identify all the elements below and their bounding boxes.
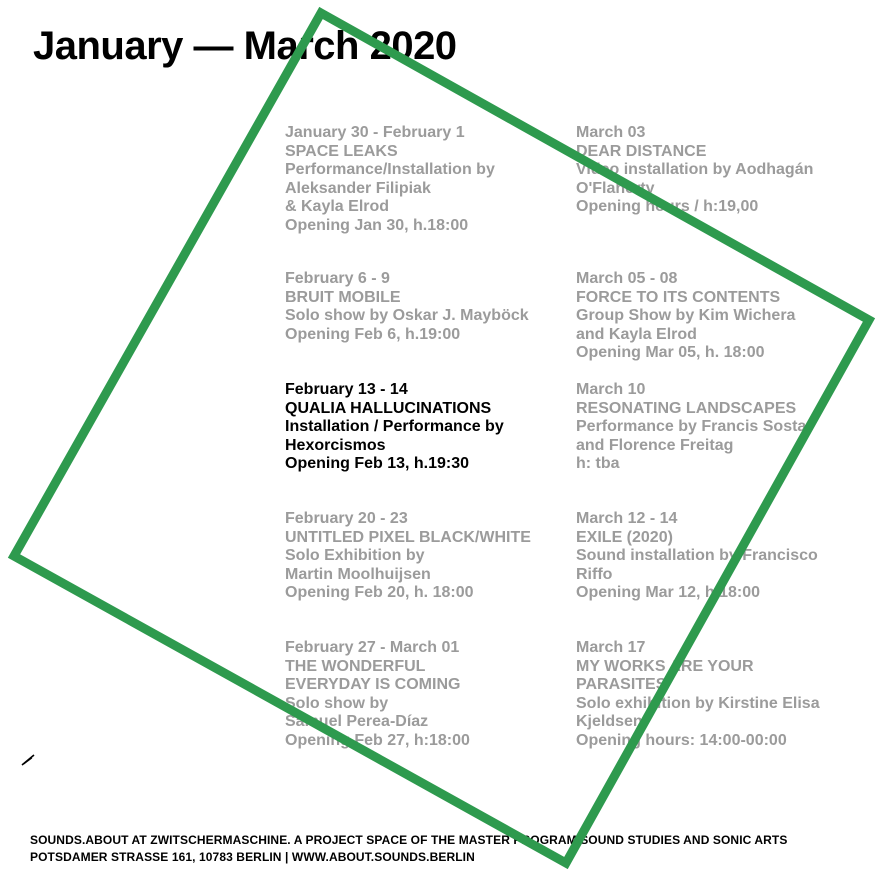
event-title: QUALIA HALLUCINATIONS bbox=[285, 399, 492, 417]
event-title: DEAR DISTANCE bbox=[576, 142, 707, 160]
event-date: March 03 bbox=[576, 124, 646, 141]
event-detail: Group Show by Kim Wichera bbox=[576, 307, 796, 325]
event-detail: & Kayla Elrod bbox=[285, 198, 390, 216]
event-detail: Opening Mar 05, h. 18:00 bbox=[576, 344, 765, 362]
event-detail: EVERYDAY IS COMING bbox=[285, 676, 461, 694]
event-date: March 12 - 14 bbox=[576, 510, 678, 527]
event-my-works-are-your bbox=[576, 639, 866, 751]
event-detail: Performance/Installation by bbox=[285, 161, 495, 179]
event-detail: Aleksander Filipiak bbox=[285, 179, 431, 197]
event-detail: Opening Feb 13, h.19:30 bbox=[285, 455, 470, 473]
page-title: January — March 2020 bbox=[33, 24, 457, 68]
event-force-to-its-contents bbox=[576, 270, 866, 363]
event-detail: Installation / Performance by bbox=[285, 418, 504, 436]
event-detail: Riffo bbox=[576, 565, 613, 583]
event-date: February 20 - 23 bbox=[285, 510, 408, 527]
event-detail: Solo show by bbox=[285, 694, 389, 712]
event-detail: Samuel Perea-Díaz bbox=[285, 713, 429, 731]
event-dear-distance bbox=[576, 124, 866, 217]
event-title: EXILE (2020) bbox=[576, 528, 673, 546]
event-title: MY WORKS ARE YOUR bbox=[576, 657, 754, 675]
event-title: RESONATING LANDSCAPES bbox=[576, 399, 797, 417]
event-detail: Opening Feb 27, h:18:00 bbox=[285, 731, 470, 749]
footer-address-line: POTSDAMER STRASSE 161, 10783 BERLIN | WWW.ABOUT.SOUNDS.BERLIN bbox=[30, 849, 475, 864]
event-detail: Video installation by Aodhagán bbox=[576, 161, 814, 179]
event-date: March 10 bbox=[576, 381, 646, 398]
event-date: March 17 bbox=[576, 639, 646, 656]
event-detail: and Kayla Elrod bbox=[576, 325, 697, 343]
event-qualia-hallucinations bbox=[285, 381, 575, 474]
event-title: UNTITLED PIXEL BLACK/WHITE bbox=[285, 528, 531, 546]
event-detail: Opening hours: 14:00-00:00 bbox=[576, 731, 787, 749]
event-resonating-landscapes bbox=[576, 381, 866, 474]
pen-stroke-icon bbox=[20, 752, 40, 768]
event-title: SPACE LEAKS bbox=[285, 142, 398, 160]
footer bbox=[30, 832, 787, 865]
event-detail: Kjeldsen bbox=[576, 713, 643, 731]
event-detail: Performance by Francis Sosta bbox=[576, 418, 807, 436]
event-bruit-mobile bbox=[285, 270, 575, 344]
event-date: January 30 - February 1 bbox=[285, 124, 465, 141]
event-title: THE WONDERFUL bbox=[285, 657, 426, 675]
event-exile-2020 bbox=[576, 510, 866, 603]
event-detail: Opening Mar 12, h 18:00 bbox=[576, 584, 761, 602]
event-detail: and Florence Freitag bbox=[576, 436, 734, 454]
event-detail: Martin Moolhuijsen bbox=[285, 565, 431, 583]
event-detail: Solo exhibition by Kirstine Elisa bbox=[576, 694, 820, 712]
event-date: February 27 - March 01 bbox=[285, 639, 460, 656]
event-detail: Opening hours / h:19,00 bbox=[576, 198, 759, 216]
event-detail: Opening Feb 20, h. 18:00 bbox=[285, 584, 474, 602]
event-the-wonderful bbox=[285, 639, 575, 751]
event-date: February 6 - 9 bbox=[285, 270, 390, 287]
event-date: March 05 - 08 bbox=[576, 270, 678, 287]
event-detail: Solo show by Oskar J. Mayböck bbox=[285, 307, 529, 325]
event-date: February 13 - 14 bbox=[285, 381, 408, 398]
event-title: FORCE TO ITS CONTENTS bbox=[576, 288, 781, 306]
event-detail: h: tba bbox=[576, 455, 620, 473]
event-detail: Solo Exhibition by bbox=[285, 547, 425, 565]
event-detail: PARASITES bbox=[576, 676, 667, 694]
event-detail: Hexorcismos bbox=[285, 436, 386, 454]
event-detail: Opening Jan 30, h.18:00 bbox=[285, 216, 469, 234]
event-space-leaks bbox=[285, 124, 575, 236]
event-untitled-pixel-black-white bbox=[285, 510, 575, 603]
footer-venue-line: SOUNDS.ABOUT AT ZWITSCHERMASCHINE. A PROJECT SPACE OF THE MASTER PROGRAM SOUND STUDIES AND SONIC ARTS bbox=[30, 833, 788, 847]
event-detail: Opening Feb 6, h.19:00 bbox=[285, 325, 461, 343]
event-detail: Sound installation by Francisco bbox=[576, 547, 818, 565]
event-detail: O'Flaherty bbox=[576, 179, 655, 197]
event-title: BRUIT MOBILE bbox=[285, 288, 401, 306]
